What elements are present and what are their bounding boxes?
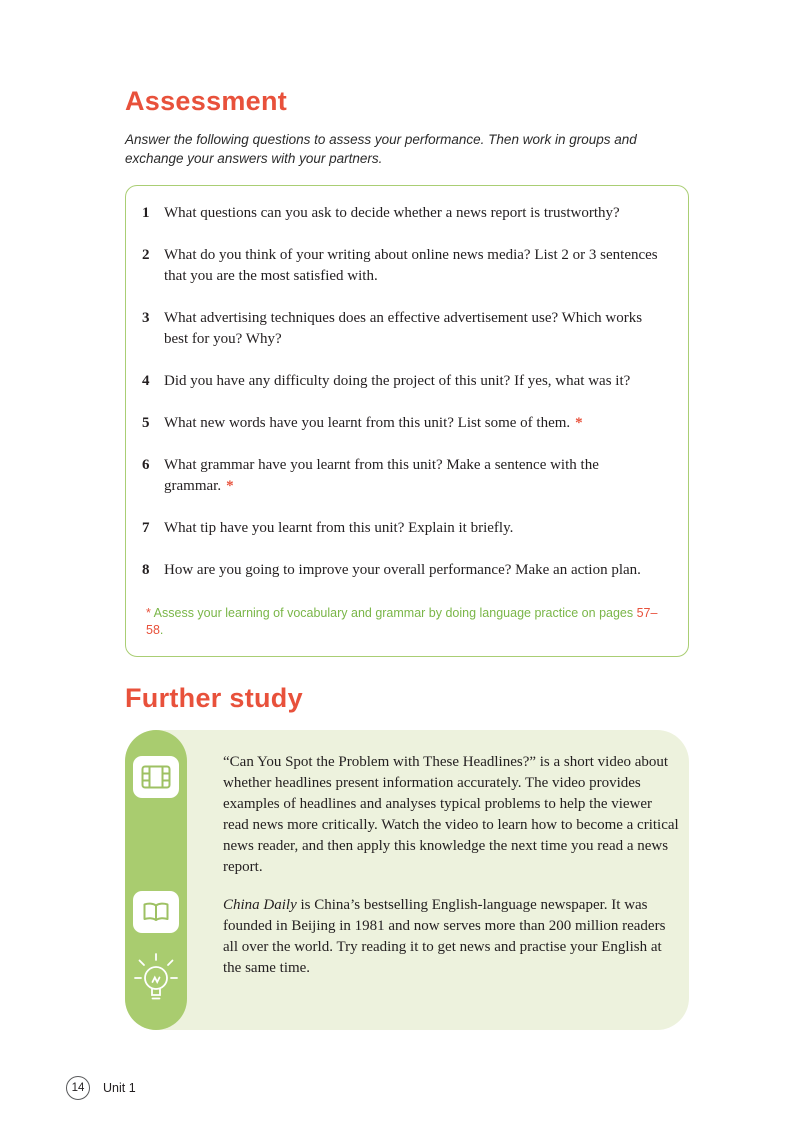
question-text-body: Did you have any difficulty doing the project of this unit? If yes, what was it? <box>164 373 631 389</box>
question-item <box>142 413 666 434</box>
question-number: 5 <box>142 415 150 431</box>
footnote-text: Assess your learning of vocabulary and grammar by doing language practice on pages <box>153 606 634 620</box>
study-paragraph-newspaper <box>223 895 681 979</box>
newspaper-name: China Daily <box>223 897 297 913</box>
study-content <box>223 752 681 996</box>
page-content <box>125 86 689 1030</box>
assessment-footnote <box>142 605 666 639</box>
question-number: 7 <box>142 520 150 536</box>
question-text-body: What questions can you ask to decide whether a news report is trustworthy? <box>164 205 620 221</box>
footnote-page-reference: 57–58 <box>146 606 658 637</box>
question-text <box>164 560 666 581</box>
question-text <box>164 371 666 392</box>
study-box <box>125 730 689 1030</box>
question-number: 1 <box>142 205 150 221</box>
question-number: 3 <box>142 310 150 326</box>
question-text-body: What tip have you learnt from this unit? Explain it briefly. <box>164 520 514 536</box>
assessment-title: Assessment <box>125 86 288 116</box>
study-strip <box>125 730 187 1030</box>
video-icon <box>133 756 179 798</box>
study-paragraph-newspaper-text: is China’s bestselling English-language newspaper. It was founded in Beijing in 1981 and now serves more than 200 million readers all over the world. Try reading it to get news and practise your English at the same time. <box>223 897 666 976</box>
further-study-title: Further study <box>125 683 303 713</box>
page-footer <box>66 1076 136 1100</box>
question-star: * <box>226 478 234 494</box>
question-text <box>164 413 666 434</box>
question-box <box>125 185 689 657</box>
question-item <box>142 308 666 350</box>
assessment-section <box>125 86 689 657</box>
question-item <box>142 203 666 224</box>
assessment-intro: Answer the following questions to assess your performance. Then work in groups and exchange your answers with your partners. <box>125 132 637 166</box>
question-text <box>164 245 666 287</box>
study-paragraph-video <box>223 752 681 878</box>
question-number: 2 <box>142 247 150 263</box>
question-item <box>142 245 666 287</box>
question-item <box>142 518 666 539</box>
unit-label: Unit 1 <box>103 1081 136 1095</box>
footnote-star: * <box>146 606 151 620</box>
question-text <box>164 455 666 497</box>
lightbulb-icon <box>133 944 179 1020</box>
question-item <box>142 455 666 497</box>
question-text <box>164 518 666 539</box>
question-item <box>142 560 666 581</box>
study-paragraph-video-text: “Can You Spot the Problem with These Headlines?” is a short video about whether headlines present information accurately. The video provides examples of headlines and analyses typical problems to help the viewer read news more critically. Watch the video to learn how to become a critical news reader, and then apply this knowledge the next time you read a news report. <box>223 754 679 875</box>
book-icon <box>133 891 179 933</box>
question-star: * <box>575 415 583 431</box>
question-number: 8 <box>142 562 150 578</box>
footnote-period: . <box>159 623 164 637</box>
question-number: 6 <box>142 457 150 473</box>
question-text-body: What grammar have you learnt from this unit? Make a sentence with the grammar. <box>164 457 599 494</box>
page-number-badge: 14 <box>66 1076 90 1100</box>
question-number: 4 <box>142 373 150 389</box>
question-text-body: What do you think of your writing about online news media? List 2 or 3 sentences that you are the most satisfied with. <box>164 247 658 284</box>
question-text-body: What new words have you learnt from this unit? List some of them. <box>164 415 571 431</box>
further-study-section <box>125 683 689 1030</box>
question-text <box>164 308 666 350</box>
question-text-body: What advertising techniques does an effective advertisement use? Which works best for you? Why? <box>164 310 643 347</box>
question-item <box>142 371 666 392</box>
question-text <box>164 203 666 224</box>
question-text-body: How are you going to improve your overall performance? Make an action plan. <box>164 562 641 578</box>
